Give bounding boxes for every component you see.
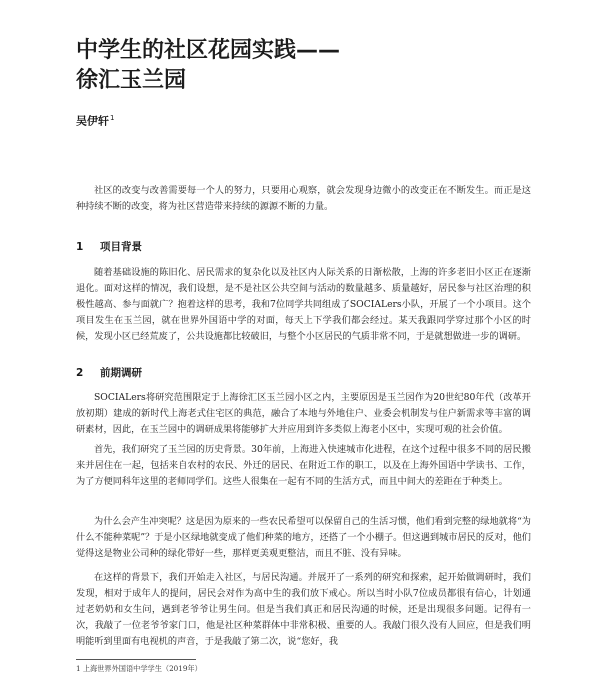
intro-paragraph: 社区的改变与改善需要每一个人的努力，只要用心观察，就会发现身边微小的改变正在不断发生。而正是这种持续不断的改变，将为社区营造带来持续的源源不断的力量。: [76, 185, 531, 212]
section-number: 1: [76, 241, 84, 253]
title-line-1: 中学生的社区花园实践——: [76, 38, 341, 63]
section-heading-background: [76, 240, 142, 254]
research-paragraph-4: 在这样的背景下，我们开始走入社区，与居民沟通。并展开了一系列的研究和探索，起开始做调研时，我们发现，相对于成年人的提问，居民会对作为高中生的我们放下戒心。所以当时小队7位成员都很有信心，计划通过老奶奶和女生问，遇到老爷爷让男生问。但是当我们真正和居民沟通的时候，还是出现很多问题。记得有一次，我敲了一位老爷爷家门口，他是社区种菜群体中非常积极、重要的人。我敲门很久没有人回应，但是我们明明能听到里面有电视机的声音，于是我敲了第二次，说“您好，我: [76, 572, 531, 647]
author-footnote-mark: 1: [110, 114, 115, 122]
section-title: 前期调研: [100, 367, 142, 379]
author-name: [76, 111, 114, 129]
research-paragraph-3: 为什么会产生冲突呢？这是因为原来的一些农民希望可以保留自己的生活习惯，他们看到完整的绿地就将“为什么不能种菜呢”？于是小区绿地就变成了他们种菜的地方，还搭了一个小棚子。但这遇到城市居民的反对，他们觉得这是物业公司种的绿化带好一些，那样更美观更整洁，而且不脏、没有异味。: [76, 516, 531, 559]
section-title: 项目背景: [100, 241, 142, 253]
article-title: [76, 36, 536, 96]
author-text: 吴伊轩: [76, 114, 109, 128]
background-paragraph: 随着基础设施的陈旧化、居民需求的复杂化以及社区内人际关系的日渐松散，上海的许多老旧小区正在逐渐退化。面对这样的情况，我们设想，是不是社区公共空间与活动的数量越多、质量越好，居民参与社区治理的积极性越高、参与面就广？抱着这样的思考，我和7位同学共同组成了SOCIALers小队，开展了一个小项目。这个项目发生在玉兰园，就在世界外国语中学的对面，每天上下学我们都会经过。某天我跟同学穿过那个小区的时候，发现小区已经荒废了，公共设施都比较破旧，与整个小区居民的气质非常不同，于是就想做进一步的调研。: [76, 267, 531, 342]
section-heading-research: [76, 366, 142, 380]
title-line-2: 徐汇玉兰园: [76, 68, 187, 93]
footnote-divider: [76, 659, 196, 660]
research-paragraph-1: SOCIALers将研究范围限定于上海徐汇区玉兰园小区之内，主要原因是玉兰园作为20世纪80年代（改革开放初期）建成的新时代上海老式住宅区的典范，融合了本地与外地住户、业委会机制发与住户新需求等丰富的调研素材，因此，在玉兰园中的调研成果将能够扩大并应用到许多类似上海老小区中，实现可观的社会价值。: [76, 392, 531, 435]
footnote: 1 上海世界外国语中学学生（2019年）: [76, 664, 202, 673]
section-number: 2: [76, 367, 84, 379]
research-paragraph-2: 首先，我们研究了玉兰园的历史背景。30年前，上海进入快速城市化进程，在这个过程中很多不同的居民搬来并居住在一起，包括来自农村的农民、外迁的居民、在附近工作的职工，以及在上海外国语中学读书、工作，为了方便同科年这里的老师同学们。这些人很集在一起有不同的生活方式，而且中间大的差距在于种类上。: [76, 444, 531, 487]
